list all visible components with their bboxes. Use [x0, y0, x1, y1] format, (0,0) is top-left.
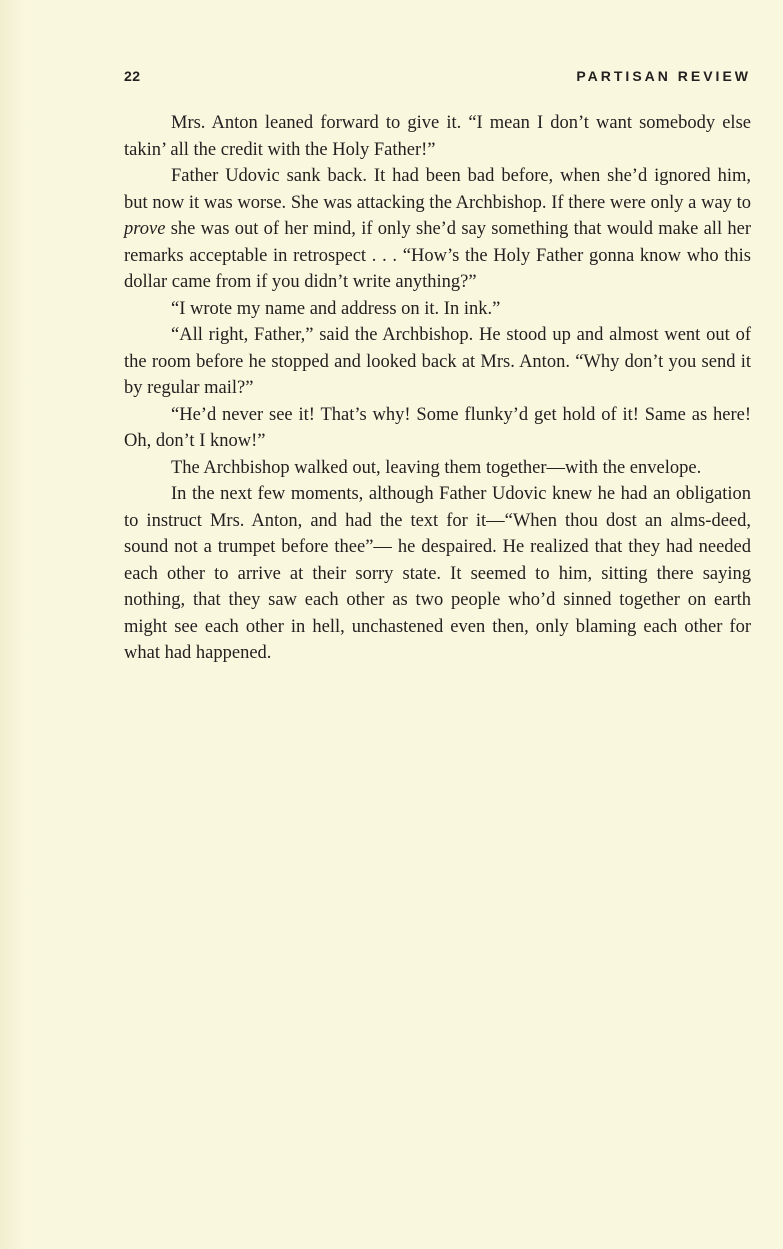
page-edge-shadow: [0, 0, 26, 1249]
paragraph-1: Mrs. Anton leaned forward to give it. “I mean I don’t want somebody else takin’ all the credit with the Holy Father!”: [124, 113, 751, 160]
paragraph-2-before: Father Udovic sank back. It had been bad before, when she’d ignored him, but now it was worse. She was attacking the Archbishop. If there were only a way to: [124, 166, 751, 213]
paragraph-2-after: she was out of her mind, if only she’d say something that would make all her remarks acceptable in retrospect . . . “How’s the Holy Father gonna know who this dollar came from if you didn’t write anything?”: [124, 219, 751, 292]
journal-title: PARTISAN REVIEW: [576, 68, 751, 84]
paragraph-7: In the next few moments, although Father Udovic knew he had an obligation to instruct Mrs. Anton, and had the text for it—“When thou dost an alms-deed, sound not a trumpet before thee”— he despaired. He realized that they had needed each other to arrive at their sorry state. It seemed to him, sitting there saying nothing, that they saw each other as two people who’d sinned together on earth might see each other in hell, unchastened even then, only blaming each other for what had happened.: [124, 484, 751, 663]
running-head: [124, 68, 751, 88]
paragraph-4: “All right, Father,” said the Archbishop. He stood up and almost went out of the room before he stopped and looked back at Mrs. Anton. “Why don’t you send it by regular mail?”: [124, 325, 751, 398]
paragraph-5: “He’d never see it! That’s why! Some flunky’d get hold of it! Same as here! Oh, don’t I know!”: [124, 404, 751, 451]
emphasized-word: prove: [124, 219, 166, 239]
paragraph-2: [124, 163, 751, 296]
page-number: 22: [124, 68, 141, 84]
paragraph-6: The Archbishop walked out, leaving them together—with the envelope.: [171, 457, 702, 478]
paragraph-3: “I wrote my name and address on it. In ink.”: [171, 298, 501, 319]
body-text: [124, 110, 751, 667]
